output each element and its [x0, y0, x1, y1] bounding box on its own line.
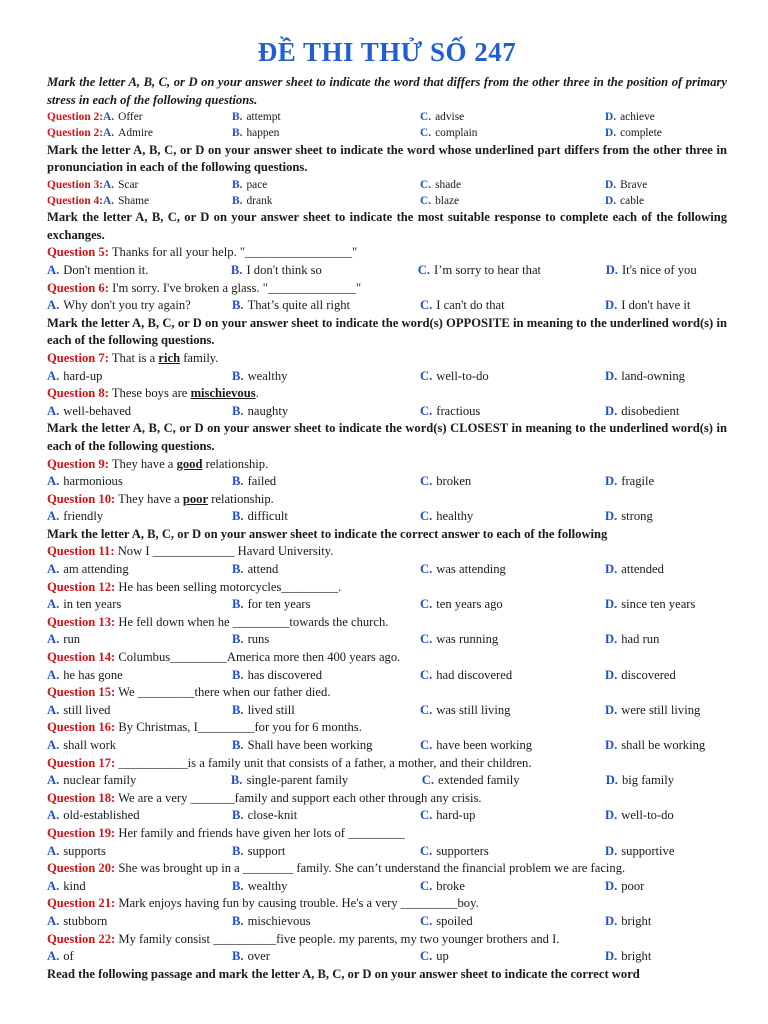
options-row	[47, 403, 727, 421]
option-label-b: B.	[232, 702, 244, 717]
option-c[interactable]: had discovered	[436, 667, 513, 682]
options-row	[47, 297, 727, 315]
option-a[interactable]: in ten years	[63, 597, 122, 612]
option-label-c: C.	[420, 111, 432, 124]
option-label-c: C.	[420, 632, 433, 647]
option-d[interactable]: shall be working	[621, 738, 706, 752]
option-label-b: B.	[232, 368, 244, 383]
option-c[interactable]: extended family	[438, 773, 520, 788]
option-c[interactable]: shade	[435, 178, 462, 191]
option-b[interactable]: for ten years	[247, 597, 311, 612]
option-label-c: C.	[420, 808, 433, 823]
option-d[interactable]: bright	[621, 949, 652, 964]
option-b[interactable]: support	[247, 843, 286, 858]
option-d[interactable]: cable	[620, 194, 645, 207]
question-label: Question 11:	[47, 544, 115, 559]
options-row	[47, 262, 727, 280]
option-b[interactable]: close-knit	[247, 808, 298, 823]
question-stem	[47, 790, 727, 808]
option-a[interactable]: kind	[63, 878, 86, 893]
instruction-pronunciation: Mark the letter A, B, C, or D on your answer sheet to indicate the word whose underlined part differs from the other three in pronunciation in each of the following questions.	[47, 142, 727, 175]
question-text-pre: That is a	[111, 350, 156, 365]
options-row	[47, 561, 727, 579]
option-b[interactable]: difficult	[247, 509, 288, 524]
question-stem	[47, 825, 727, 843]
option-a[interactable]: run	[63, 632, 81, 647]
question-label: Question 12:	[47, 579, 116, 594]
option-b[interactable]: attempt	[246, 111, 281, 124]
exam-page	[47, 36, 727, 983]
option-label-b: B.	[232, 878, 244, 893]
option-label-c: C.	[420, 702, 433, 717]
option-a[interactable]: Offer	[118, 111, 143, 124]
question-stem	[47, 456, 727, 474]
option-a[interactable]: supports	[63, 843, 106, 858]
option-label-c: C.	[420, 949, 433, 964]
option-a[interactable]: Scar	[118, 178, 139, 191]
question-stem	[47, 614, 727, 632]
option-label-b: B.	[232, 403, 244, 418]
option-b[interactable]: failed	[247, 474, 277, 489]
option-label-b: B.	[232, 298, 244, 313]
option-d[interactable]: since ten years	[621, 597, 696, 612]
option-b[interactable]: over	[247, 949, 270, 964]
option-label-a: A.	[47, 702, 60, 717]
question-label: Question 6:	[47, 280, 109, 295]
option-label-b: B.	[232, 597, 244, 612]
option-b[interactable]: mischievous	[247, 913, 311, 928]
option-label-d: D.	[605, 194, 617, 207]
option-d[interactable]: bright	[621, 913, 652, 928]
question-label: Question 5:	[47, 245, 109, 260]
option-b[interactable]: drank	[246, 194, 273, 207]
option-label-c: C.	[420, 474, 433, 489]
option-d[interactable]: well-to-do	[621, 808, 674, 823]
question-text: ___________is a family unit that consists of a father, a mother, and their children.	[118, 755, 532, 770]
option-label-b: B.	[230, 262, 243, 277]
option-label-c: C.	[420, 178, 432, 191]
option-d[interactable]: complete	[620, 127, 662, 140]
option-label-d: D.	[605, 878, 618, 893]
options-row	[47, 631, 727, 649]
option-label-d: D.	[605, 178, 617, 191]
option-label-c: C.	[417, 262, 431, 277]
options-row	[47, 596, 727, 614]
option-label-b: B.	[232, 667, 244, 682]
option-d[interactable]: I don't have it	[621, 298, 691, 313]
question-text: We are a very _______family and support each other through any crisis.	[118, 790, 482, 805]
option-a[interactable]: Shame	[118, 194, 150, 207]
option-label-c: C.	[420, 913, 433, 928]
option-c[interactable]: was attending	[436, 562, 506, 577]
question-label: Question 20:	[47, 861, 116, 876]
option-a[interactable]: harmonious	[63, 474, 123, 489]
option-b[interactable]: Shall have been working	[247, 738, 373, 752]
option-label-d: D.	[605, 738, 618, 752]
option-label-c: C.	[420, 738, 433, 752]
option-d[interactable]: poor	[621, 878, 645, 893]
option-d[interactable]: attended	[621, 562, 664, 577]
question-label: Question 17:	[47, 755, 116, 770]
question-row	[47, 177, 727, 193]
option-a[interactable]: shall work	[63, 738, 117, 752]
question-text: I'm sorry. I've broken a glass. "______________"	[112, 280, 362, 295]
option-label-a: A.	[47, 843, 60, 858]
question-label: Question 22:	[47, 931, 116, 946]
question-label: Question 4:	[47, 194, 104, 207]
option-a[interactable]: Why don't you try again?	[63, 298, 191, 313]
option-label-d: D.	[605, 111, 617, 124]
question-row	[47, 109, 727, 125]
question-stem	[47, 755, 727, 773]
option-label-b: B.	[230, 773, 243, 788]
question-label: Question 2:	[47, 127, 104, 140]
option-b[interactable]: lived still	[247, 702, 295, 717]
options-row	[47, 948, 727, 966]
option-label-a: A.	[103, 127, 115, 140]
options-row	[47, 807, 727, 825]
option-c[interactable]: fractious	[436, 403, 481, 418]
underlined-word: mischievous	[190, 386, 256, 401]
option-label-d: D.	[605, 474, 618, 489]
option-d[interactable]: fragile	[621, 474, 655, 489]
option-label-c: C.	[420, 562, 433, 577]
option-b[interactable]: single-parent family	[246, 773, 349, 788]
option-label-d: D.	[605, 403, 618, 418]
option-c[interactable]: blaze	[435, 194, 460, 207]
option-label-a: A.	[47, 597, 60, 612]
question-stem	[47, 280, 727, 298]
question-text: Columbus_________America more then 400 years ago.	[118, 650, 401, 665]
question-text: He fell down when he _________towards the church.	[118, 614, 389, 629]
option-label-d: D.	[605, 843, 618, 858]
option-a[interactable]: friendly	[63, 509, 104, 524]
option-label-a: A.	[47, 738, 60, 752]
option-b[interactable]: That’s quite all right	[247, 298, 351, 313]
question-row	[47, 193, 727, 209]
option-a[interactable]: still lived	[63, 702, 111, 717]
question-row	[47, 125, 727, 141]
option-label-a: A.	[47, 509, 60, 524]
option-label-d: D.	[605, 667, 618, 682]
option-label-c: C.	[420, 298, 433, 313]
instruction-stress: Mark the letter A, B, C, or D on your answer sheet to indicate the word that differs from the other three in the position of primary stress in each of the following questions.	[47, 75, 727, 107]
underlined-word: good	[176, 456, 203, 471]
option-label-d: D.	[605, 368, 618, 383]
question-label: Question 21:	[47, 896, 116, 911]
option-b[interactable]: I don't think so	[246, 262, 322, 277]
option-label-a: A.	[47, 403, 60, 418]
question-text-post: relationship.	[205, 456, 269, 471]
option-label-b: B.	[232, 949, 244, 964]
option-label-a: A.	[47, 878, 60, 893]
question-stem	[47, 543, 727, 561]
options-row	[47, 667, 727, 685]
instruction-closest: Mark the letter A, B, C, or D on your answer sheet to indicate the word(s) CLOSEST in meaning to the underlined word(s) in each of the following questions.	[47, 421, 727, 453]
option-a[interactable]: old-established	[63, 808, 140, 823]
question-stem	[47, 491, 727, 509]
question-label: Question 3:	[47, 178, 104, 191]
question-label: Question 2:	[47, 111, 104, 124]
option-label-d: D.	[605, 773, 618, 788]
option-a[interactable]: nuclear family	[63, 773, 137, 788]
option-label-c: C.	[420, 509, 433, 524]
option-d[interactable]: disobedient	[621, 403, 680, 418]
option-c[interactable]: healthy	[436, 509, 474, 524]
question-text: She was brought up in a ________ family. She can’t understand the financial problem we are facing.	[118, 861, 626, 876]
option-a[interactable]: stubborn	[63, 913, 108, 928]
option-label-b: B.	[232, 111, 243, 124]
option-a[interactable]: he has gone	[63, 667, 123, 682]
option-d[interactable]: supportive	[621, 843, 675, 858]
page-title: ĐỀ THI THỬ SỐ 247	[257, 37, 517, 67]
question-text: Thanks for all your help. "_________________"	[111, 245, 358, 260]
question-label: Question 18:	[47, 790, 116, 805]
question-text-post: .	[255, 386, 259, 401]
question-stem	[47, 719, 727, 737]
option-c[interactable]: was still living	[436, 702, 511, 717]
option-d[interactable]: discovered	[621, 667, 676, 682]
option-label-a: A.	[47, 949, 60, 964]
option-label-c: C.	[421, 773, 435, 788]
question-text: Mark enjoys having fun by causing trouble. He's a very _________boy.	[118, 896, 479, 911]
option-a[interactable]: am attending	[63, 562, 129, 577]
option-label-a: A.	[47, 368, 60, 383]
option-b[interactable]: pace	[246, 178, 268, 191]
instruction-opposite: Mark the letter A, B, C, or D on your answer sheet to indicate the word(s) OPPOSITE in meaning to the underlined word(s) in each of the following questions.	[47, 315, 727, 348]
question-label: Question 19:	[47, 825, 116, 840]
question-stem	[47, 579, 727, 597]
option-label-d: D.	[605, 949, 618, 964]
question-label: Question 8:	[47, 386, 109, 401]
options-row	[47, 843, 727, 861]
option-d[interactable]: big family	[621, 773, 675, 788]
option-label-a: A.	[47, 632, 60, 647]
option-a[interactable]: of	[63, 949, 74, 964]
option-label-d: D.	[605, 127, 617, 140]
option-label-d: D.	[605, 632, 618, 647]
option-label-b: B.	[232, 474, 244, 489]
option-label-c: C.	[420, 403, 433, 418]
options-row	[47, 473, 727, 491]
option-c[interactable]: hard-up	[436, 808, 476, 823]
option-label-a: A.	[47, 474, 60, 489]
option-label-b: B.	[232, 509, 244, 524]
question-text: He has been selling motorcycles_________.	[118, 579, 342, 594]
underlined-word: poor	[182, 491, 209, 506]
option-c[interactable]: I’m sorry to hear that	[434, 262, 542, 277]
instruction-passage: Read the following passage and mark the letter A, B, C, or D on your answer sheet to indicate the correct word	[47, 966, 640, 981]
option-a[interactable]: Don't mention it.	[63, 262, 149, 277]
options-row	[47, 913, 727, 931]
option-label-b: B.	[232, 194, 243, 207]
question-text: My family consist __________five people. my parents, my two younger brothers and I.	[118, 931, 560, 946]
question-stem	[47, 860, 727, 878]
options-row	[47, 702, 727, 720]
instruction-exchanges: Mark the letter A, B, C, or D on your answer sheet to indicate the most suitable response to complete each of the following exchanges.	[47, 210, 727, 242]
option-c[interactable]: spoiled	[436, 913, 473, 928]
option-label-a: A.	[47, 562, 60, 577]
option-b[interactable]: runs	[247, 632, 270, 647]
question-text-pre: They have a	[111, 456, 174, 471]
option-label-c: C.	[420, 597, 433, 612]
option-label-d: D.	[605, 913, 618, 928]
option-label-a: A.	[103, 178, 115, 191]
option-c[interactable]: have been working	[436, 738, 533, 752]
question-stem	[47, 350, 727, 368]
option-label-c: C.	[420, 194, 432, 207]
option-label-b: B.	[232, 178, 243, 191]
option-label-d: D.	[605, 597, 618, 612]
option-label-b: B.	[232, 562, 244, 577]
option-d[interactable]: had run	[621, 632, 660, 647]
question-text-pre: They have a	[118, 491, 180, 506]
option-c[interactable]: ten years ago	[436, 597, 503, 612]
option-a[interactable]: hard-up	[63, 368, 103, 383]
option-label-b: B.	[232, 913, 244, 928]
option-label-d: D.	[605, 808, 618, 823]
option-b[interactable]: wealthy	[247, 368, 288, 383]
option-b[interactable]: wealthy	[247, 878, 288, 893]
option-label-d: D.	[605, 509, 618, 524]
option-label-a: A.	[47, 808, 60, 823]
option-a[interactable]: well-behaved	[63, 403, 132, 418]
option-label-b: B.	[232, 808, 244, 823]
question-stem	[47, 895, 727, 913]
option-label-b: B.	[232, 632, 244, 647]
option-d[interactable]: It's nice of you	[621, 262, 697, 277]
option-b[interactable]: attend	[247, 562, 279, 577]
question-label: Question 16:	[47, 720, 116, 735]
options-row	[47, 737, 727, 755]
option-c[interactable]: was running	[436, 632, 499, 647]
option-label-a: A.	[103, 194, 115, 207]
option-label-b: B.	[232, 738, 244, 752]
option-d[interactable]: Brave	[620, 178, 648, 191]
option-b[interactable]: has discovered	[247, 667, 323, 682]
option-label-c: C.	[420, 878, 433, 893]
option-c[interactable]: up	[436, 949, 449, 964]
question-text-post: relationship.	[211, 491, 274, 506]
question-text-post: family.	[183, 350, 219, 365]
option-b[interactable]: naughty	[247, 403, 289, 418]
question-label: Question 10:	[47, 491, 116, 506]
option-label-c: C.	[420, 127, 432, 140]
question-stem	[47, 684, 727, 702]
option-label-d: D.	[605, 298, 618, 313]
option-label-c: C.	[420, 667, 433, 682]
option-b[interactable]: happen	[246, 127, 280, 140]
options-row	[47, 508, 727, 526]
option-c[interactable]: advise	[435, 111, 465, 124]
option-a[interactable]: Admire	[118, 127, 153, 140]
option-c[interactable]: broke	[436, 878, 465, 893]
option-label-d: D.	[605, 262, 618, 277]
question-label: Question 13:	[47, 614, 116, 629]
options-row	[47, 878, 727, 896]
option-label-a: A.	[47, 913, 60, 928]
question-text: We _________there when our father died.	[118, 685, 331, 700]
options-row	[47, 368, 727, 386]
underlined-word: rich	[158, 350, 181, 365]
question-text-pre: These boys are	[111, 386, 188, 401]
question-label: Question 7:	[47, 350, 109, 365]
option-c[interactable]: broken	[436, 474, 472, 489]
question-text: Now I _____________ Havard University.	[117, 544, 334, 559]
question-stem	[47, 931, 727, 949]
question-stem	[47, 244, 727, 262]
question-label: Question 9:	[47, 456, 109, 471]
option-label-a: A.	[47, 667, 60, 682]
option-label-d: D.	[605, 562, 618, 577]
option-label-d: D.	[605, 702, 618, 717]
option-label-a: A.	[47, 262, 60, 277]
option-c[interactable]: supporters	[436, 843, 489, 858]
option-d[interactable]: land-owning	[621, 368, 685, 383]
option-label-a: A.	[47, 773, 60, 788]
option-label-c: C.	[420, 843, 433, 858]
instruction-correct-answer: Mark the letter A, B, C, or D on your answer sheet to indicate the correct answer to each of the following	[47, 526, 608, 541]
question-stem	[47, 649, 727, 667]
option-d[interactable]: achieve	[620, 111, 655, 124]
option-c[interactable]: well-to-do	[436, 368, 489, 383]
option-d[interactable]: were still living	[621, 702, 701, 717]
option-label-a: A.	[103, 111, 115, 124]
question-stem	[47, 385, 727, 403]
option-c[interactable]: I can't do that	[436, 298, 505, 313]
option-label-b: B.	[232, 127, 243, 140]
question-label: Question 15:	[47, 685, 116, 700]
option-label-b: B.	[232, 843, 244, 858]
question-label: Question 14:	[47, 650, 116, 665]
option-label-c: C.	[420, 368, 433, 383]
question-text: Her family and friends have given her lots of _________	[118, 825, 405, 840]
question-text: By Christmas, I_________for you for 6 months.	[118, 720, 362, 735]
options-row	[47, 772, 727, 790]
option-label-a: A.	[47, 298, 60, 313]
option-c[interactable]: complain	[435, 127, 478, 140]
option-d[interactable]: strong	[621, 509, 653, 524]
